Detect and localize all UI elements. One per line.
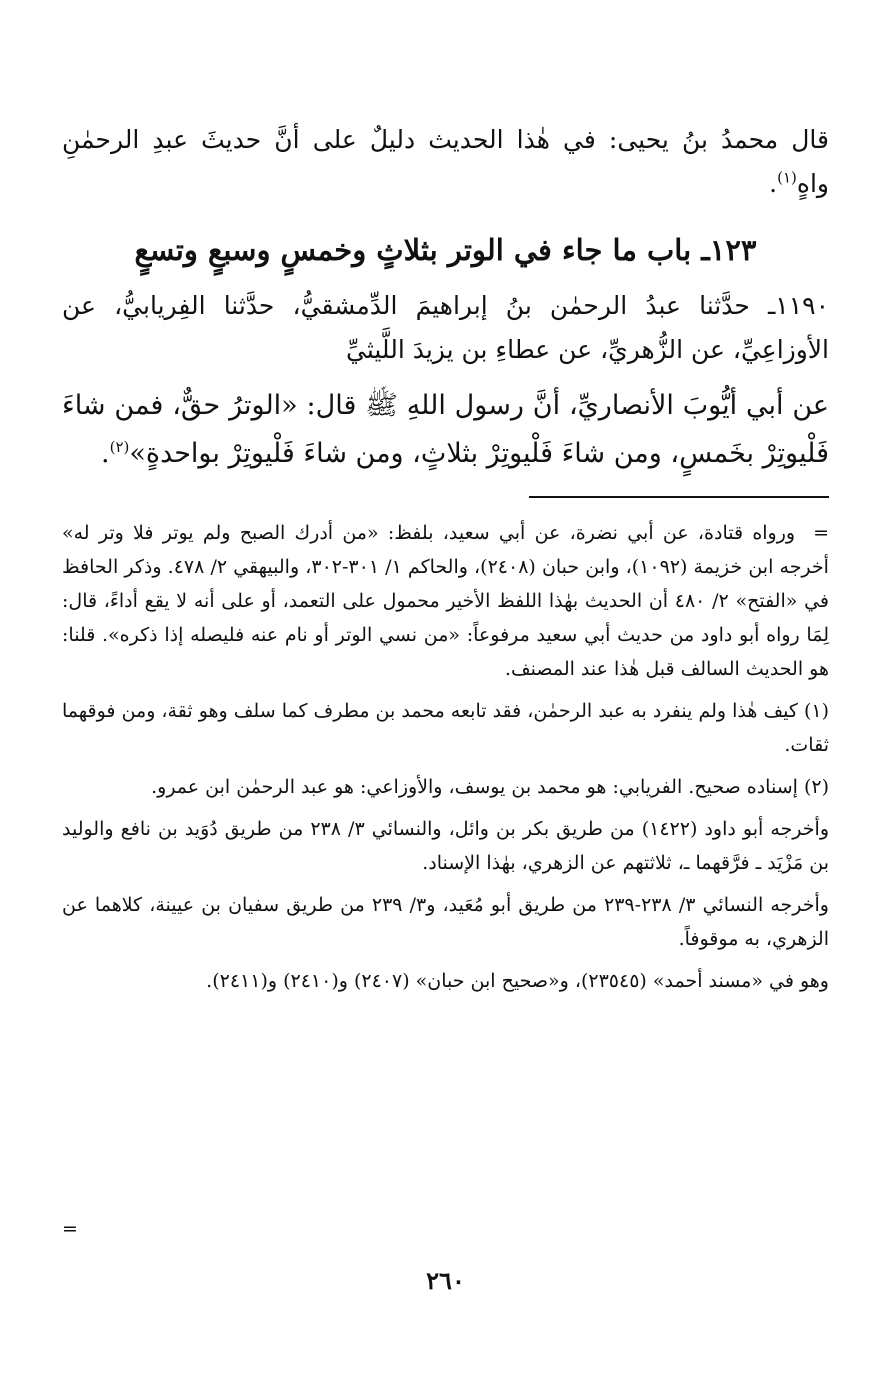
- footnote-2-paragraph-2: وأخرجه أبو داود (١٤٢٢) من طريق بكر بن وائل، والنسائي ٣/ ٢٣٨ من طريق دُوَيد بن نافع والوليد بن مَزْيَد ـ فرَّقهما ـ، ثلاثتهم عن الزهري، بهٰذا الإسناد.: [62, 818, 829, 874]
- hadith-body: عن أبي أيُّوبَ الأنصاريِّ، أنَّ رسول اللهِ ﷺ قال: «الوترُ حقٌّ، فمن شاءَ فَلْيوتِرْ بخَمسٍ، ومن شاءَ فَلْيوتِرْ بثلاثٍ، ومن شاءَ فَلْيوتِرْ بواحدةٍ»: [62, 390, 829, 469]
- footnote-1: (١) كيف هٰذا ولم ينفرد به عبد الرحمٰن، فقد تابعه محمد بن مطرف كما سلف وهو ثقة، ومن فوقهما ثقات.: [62, 700, 829, 756]
- page-number: ٢٦٠: [426, 1266, 465, 1295]
- footnote-continued-text: ورواه قتادة، عن أبي نضرة، عن أبي سعيد، بلفظ: «من أدرك الصبح ولم يوتر فلا وتر له» أخرجه ابن خزيمة (١٠٩٢)، وابن حبان (٢٤٠٨)، والحاكم ١/ ٣٠١-٣٠٢، والبيهقي ٢/ ٤٧٨. وذكر الحافظ في «الفتح» ٢/ ٤٨٠ أن الحديث بهٰذا اللفظ الأخير محمول على التعمد، أو على أنه لا يقع أداءً، قال: لِمَا رواه أبو داود من حديث أبي سعيد مرفوعاً: «من نسي الوتر أو نام عنه فليصله إذا ذكره». قلنا: هو الحديث السالف قبل هٰذا عند المصنف.: [62, 522, 829, 680]
- hadith-chain: ١١٩٠ـ حدَّثنا عبدُ الرحمٰن بنُ إبراهيمَ الدِّمشقيُّ، حدَّثنا الفِريابيُّ، عن الأوزاعِيِّ، عن الزُّهريِّ، عن عطاءِ بن يزيدَ اللَّيثيِّ: [62, 291, 829, 364]
- footnote-ref-2: (٢): [109, 438, 130, 456]
- footnotes: [62, 516, 829, 998]
- intro-end: .: [769, 169, 778, 198]
- intro-text: قال محمدُ بنُ يحيى: في هٰذا الحديث دليلٌ على أنَّ حديثَ عبدِ الرحمٰنِ واهٍ: [62, 125, 829, 198]
- footnote-2-paragraph-4: وهو في «مسند أحمد» (٢٣٥٤٥)، و«صحيح ابن حبان» (٢٤٠٧) و(٢٤١٠) و(٢٤١١).: [206, 970, 829, 992]
- footnote-separator: [529, 496, 829, 498]
- hadith-end: .: [101, 438, 110, 469]
- main-text: [62, 118, 829, 478]
- footnote-ref-1: (١): [777, 168, 797, 187]
- footnote-2-paragraph-3: وأخرجه النسائي ٣/ ٢٣٨-٢٣٩ من طريق أبو مُعَيد، و٣/ ٢٣٩ من طريق سفيان بن عيينة، كلاهما عن الزهري، به موقوفاً.: [62, 894, 829, 950]
- footnote-continued: [62, 516, 829, 686]
- chapter-title: ١٢٣ـ باب ما جاء في الوتر بثلاثٍ وخمسٍ وسبعٍ وتسعٍ: [134, 233, 757, 267]
- intro-paragraph: [62, 118, 829, 206]
- continuation-marker: =: [813, 522, 829, 544]
- end-continuation-marker: =: [62, 1218, 78, 1240]
- hadith-text: [62, 382, 829, 478]
- footnote-2: (٢) إسناده صحيح. الفريابي: هو محمد بن يوسف، والأوزاعي: هو عبد الرحمٰن ابن عمرو.: [151, 776, 829, 798]
